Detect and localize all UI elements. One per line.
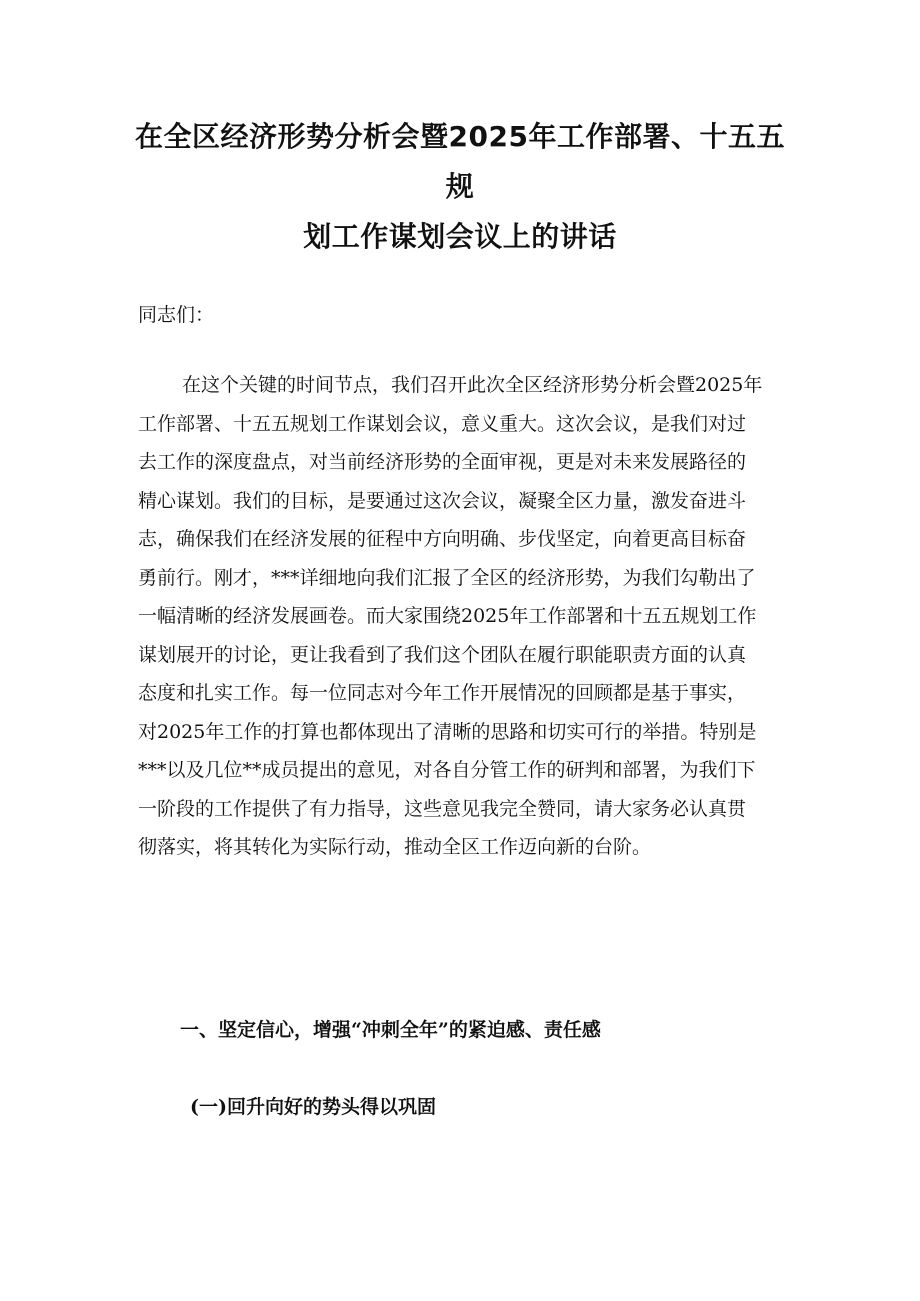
title-line-1: 在全区经济形势分析会暨2025年工作部署、十五五规 — [135, 120, 785, 203]
paragraph-line: 勇前行。刚才，***详细地向我们汇报了全区的经济形势，为我们勾勒出了 — [138, 566, 756, 589]
paragraph-line: 一阶段的工作提供了有力指导，这些意见我完全赞同，请大家务必认真贯 — [138, 797, 747, 820]
salutation: 同志们： — [138, 304, 215, 326]
subsection-heading-1: (一)回升向好的势头得以巩固 — [190, 1096, 436, 1118]
paragraph-line: 在这个关键的时间节点，我们召开此次全区经济形势分析会暨2025年 — [182, 374, 763, 396]
paragraph-line: 彻落实，将其转化为实际行动，推动全区工作迈向新的台阶。 — [138, 836, 652, 858]
paragraph-line: ***以及几位**成员提出的意见，对各自分管工作的研判和部署，为我们下 — [138, 759, 756, 781]
paragraph-line: 志，确保我们在经济发展的征程中方向明确、步伐坚定，向着更高目标奋 — [138, 528, 747, 550]
paragraph-line: 去工作的深度盘点，对当前经济形势的全面审视，更是对未来发展路径的 — [138, 451, 747, 473]
paragraph-line: 谋划展开的讨论，更让我看到了我们这个团队在履行职能职责方面的认真 — [138, 643, 747, 666]
title-line-2: 划工作谋划会议上的讲话 — [303, 220, 617, 253]
section-heading-1: 一、坚定信心，增强“冲刺全年”的紧迫感、责任感 — [180, 1019, 601, 1041]
paragraph-line: 工作部署、十五五规划工作谋划会议，意义重大。这次会议，是我们对过 — [138, 412, 747, 435]
paragraph-line: 态度和扎实工作。每一位同志对今年工作开展情况的回顾都是基于事实， — [138, 682, 747, 704]
paragraph-line: 一幅清晰的经济发展画卷。而大家围绕2025年工作部署和十五五规划工作 — [138, 605, 757, 627]
paragraph-line: 精心谋划。我们的目标，是要通过这次会议，凝聚全区力量，激发奋进斗 — [138, 489, 747, 512]
document-title — [130, 112, 790, 262]
paragraph-line: 对2025年工作的打算也都体现出了清晰的思路和切实可行的举措。特别是 — [138, 720, 757, 743]
opening-paragraph — [138, 366, 788, 867]
